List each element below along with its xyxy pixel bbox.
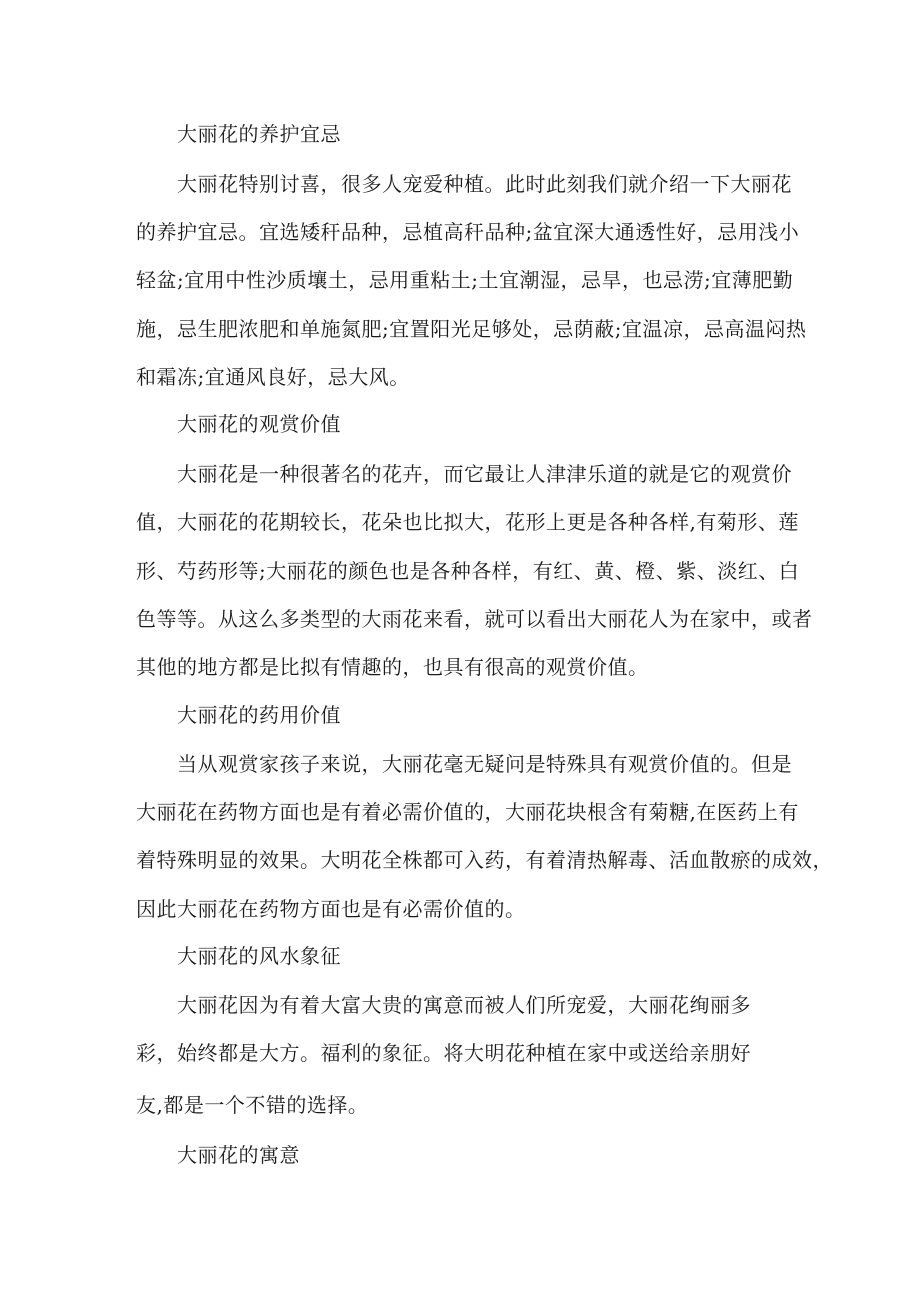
paragraph-line: 大丽花是一种很著名的花卉，而它最让人津津乐道的就是它的观赏价 <box>177 462 792 486</box>
paragraph-line: 当从观赏家孩子来说，大丽花毫无疑问是特殊具有观赏价值的。但是 <box>177 752 792 776</box>
paragraph-line: 大丽花特别讨喜，很多人宠爱种植。此时此刻我们就介绍一下大丽花 <box>177 172 792 196</box>
paragraph-line: 值，大丽花的花期较长，花朵也比拟大，花形上更是各种各样,有菊形、莲 <box>136 510 799 534</box>
paragraph-line: 其他的地方都是比拟有情趣的，也具有很高的观赏价值。 <box>136 655 649 679</box>
paragraph-line: 大丽花在药物方面也是有着必需价值的，大丽花块根含有菊糖,在医药上有 <box>136 800 799 824</box>
paragraph-line: 和霜冻;宜通风良好，忌大风。 <box>136 365 410 389</box>
paragraph-line: 形、芍药形等;大丽花的颜色也是各种各样，有红、黄、橙、紫、淡红、白 <box>136 559 800 583</box>
section-heading-fengshui: 大丽花的风水象征 <box>177 944 341 968</box>
paragraph-line: 的养护宜忌。宜选矮秆品种，忌植高秆品种;盆宜深大通透性好，忌用浅小 <box>136 220 800 244</box>
paragraph-line: 施，忌生肥浓肥和单施氮肥;宜置阳光足够处，忌荫蔽;宜温凉，忌高温闷热 <box>136 317 807 341</box>
paragraph-line: 友,都是一个不错的选择。 <box>136 1093 369 1117</box>
paragraph-line: 彩，始终都是大方。福利的象征。将大明花种植在家中或送给亲朋好 <box>136 1041 751 1065</box>
paragraph-line: 色等等。从这么多类型的大雨花来看，就可以看出大丽花人为在家中，或者 <box>136 607 813 631</box>
paragraph-line: 轻盆;宜用中性沙质壤土，忌用重粘土;土宜潮湿，忌旱，也忌涝;宜薄肥勤 <box>136 268 794 292</box>
paragraph-line: 大丽花因为有着大富大贵的寓意而被人们所宠爱，大丽花绚丽多 <box>177 993 751 1017</box>
paragraph-line: 因此大丽花在药物方面也是有必需价值的。 <box>136 897 526 921</box>
section-heading-ornamental: 大丽花的观赏价值 <box>177 412 341 436</box>
paragraph-line: 着特殊明显的效果。大明花全株都可入药，有着清热解毒、活血散瘀的成效， <box>136 848 833 872</box>
section-heading-meaning: 大丽花的寓意 <box>177 1143 300 1167</box>
section-heading-care: 大丽花的养护宜忌 <box>177 122 341 146</box>
section-heading-medicinal: 大丽花的药用价值 <box>177 703 341 727</box>
